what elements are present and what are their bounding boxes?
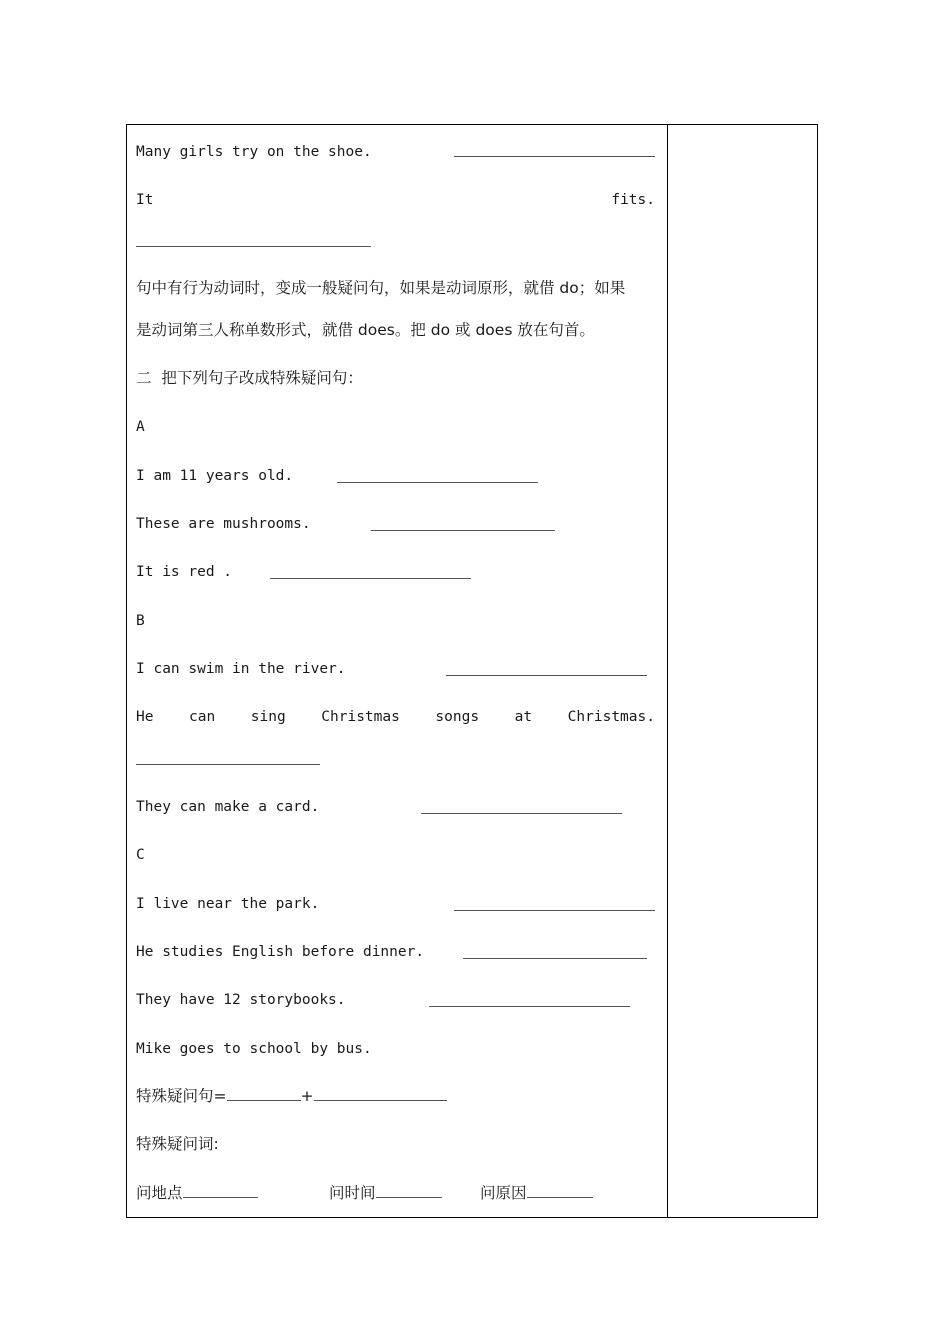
formula-line [136,1086,447,1106]
answer-blank-b2[interactable] [136,764,320,765]
formula-plus: + [300,1087,314,1105]
answer-blank-c3[interactable] [429,1006,630,1007]
word: songs [435,709,480,725]
section-heading: 二 把下列句子改成特殊疑问句： [136,369,363,387]
ask-place-blank[interactable] [183,1183,258,1198]
word: Christmas [321,709,400,725]
sentence-many-girls: Many girls try on the shoe. [136,144,372,160]
ask-time-row [329,1183,442,1203]
answer-blank-a3[interactable] [270,578,471,579]
word: Christmas. [567,709,655,725]
sentence-a3: It is red . [136,564,233,580]
ask-reason-blank[interactable] [527,1183,593,1198]
sentence-it-fits [136,190,655,210]
answer-blank-c1[interactable] [454,910,655,911]
sentence-b1: I can swim in the river. [136,661,346,677]
rule-line-2: 是动词第三人称单数形式，就借 does。把 do 或 does 放在句首。 [136,321,595,339]
ask-time-blank[interactable] [376,1183,442,1198]
formula-blank-1[interactable] [227,1086,301,1101]
column-divider [667,125,668,1217]
group-label-c: C [136,847,145,863]
word: at [514,709,533,725]
answer-blank-b3[interactable] [421,813,622,814]
word-it: It [136,192,154,208]
group-label-a: A [136,419,145,435]
ask-place-label: 问地点 [136,1184,183,1202]
sentence-b2 [136,707,655,727]
sentence-a1: I am 11 years old. [136,468,294,484]
word-fits: fits. [611,192,655,208]
group-label-b: B [136,613,145,629]
answer-blank-c2[interactable] [463,958,647,959]
answer-blank-1[interactable] [454,156,655,157]
ask-time-label: 问时间 [329,1184,376,1202]
formula-blank-2[interactable] [314,1086,447,1101]
ask-reason-label: 问原因 [480,1184,527,1202]
word: He [136,709,154,725]
formula-label: 特殊疑问句= [136,1087,227,1105]
sentence-c1: I live near the park. [136,896,320,912]
word: sing [250,709,286,725]
sentence-c3: They have 12 storybooks. [136,992,346,1008]
sentence-b3: They can make a card. [136,799,320,815]
sentence-a2: These are mushrooms. [136,516,311,532]
answer-blank-a1[interactable] [337,482,538,483]
sentence-c2: He studies English before dinner. [136,944,425,960]
ask-reason-row [480,1183,593,1203]
answer-blank-2[interactable] [136,246,371,247]
rule-line-1: 句中有行为动词时，变成一般疑问句，如果是动词原形，就借 do；如果 [136,279,626,297]
question-words-label: 特殊疑问词: [136,1135,219,1153]
ask-place-row [136,1183,258,1203]
sentence-c4: Mike goes to school by bus. [136,1041,372,1057]
worksheet-table [126,124,818,1218]
answer-blank-a2[interactable] [371,530,555,531]
answer-blank-b1[interactable] [446,675,647,676]
word: can [189,709,216,725]
